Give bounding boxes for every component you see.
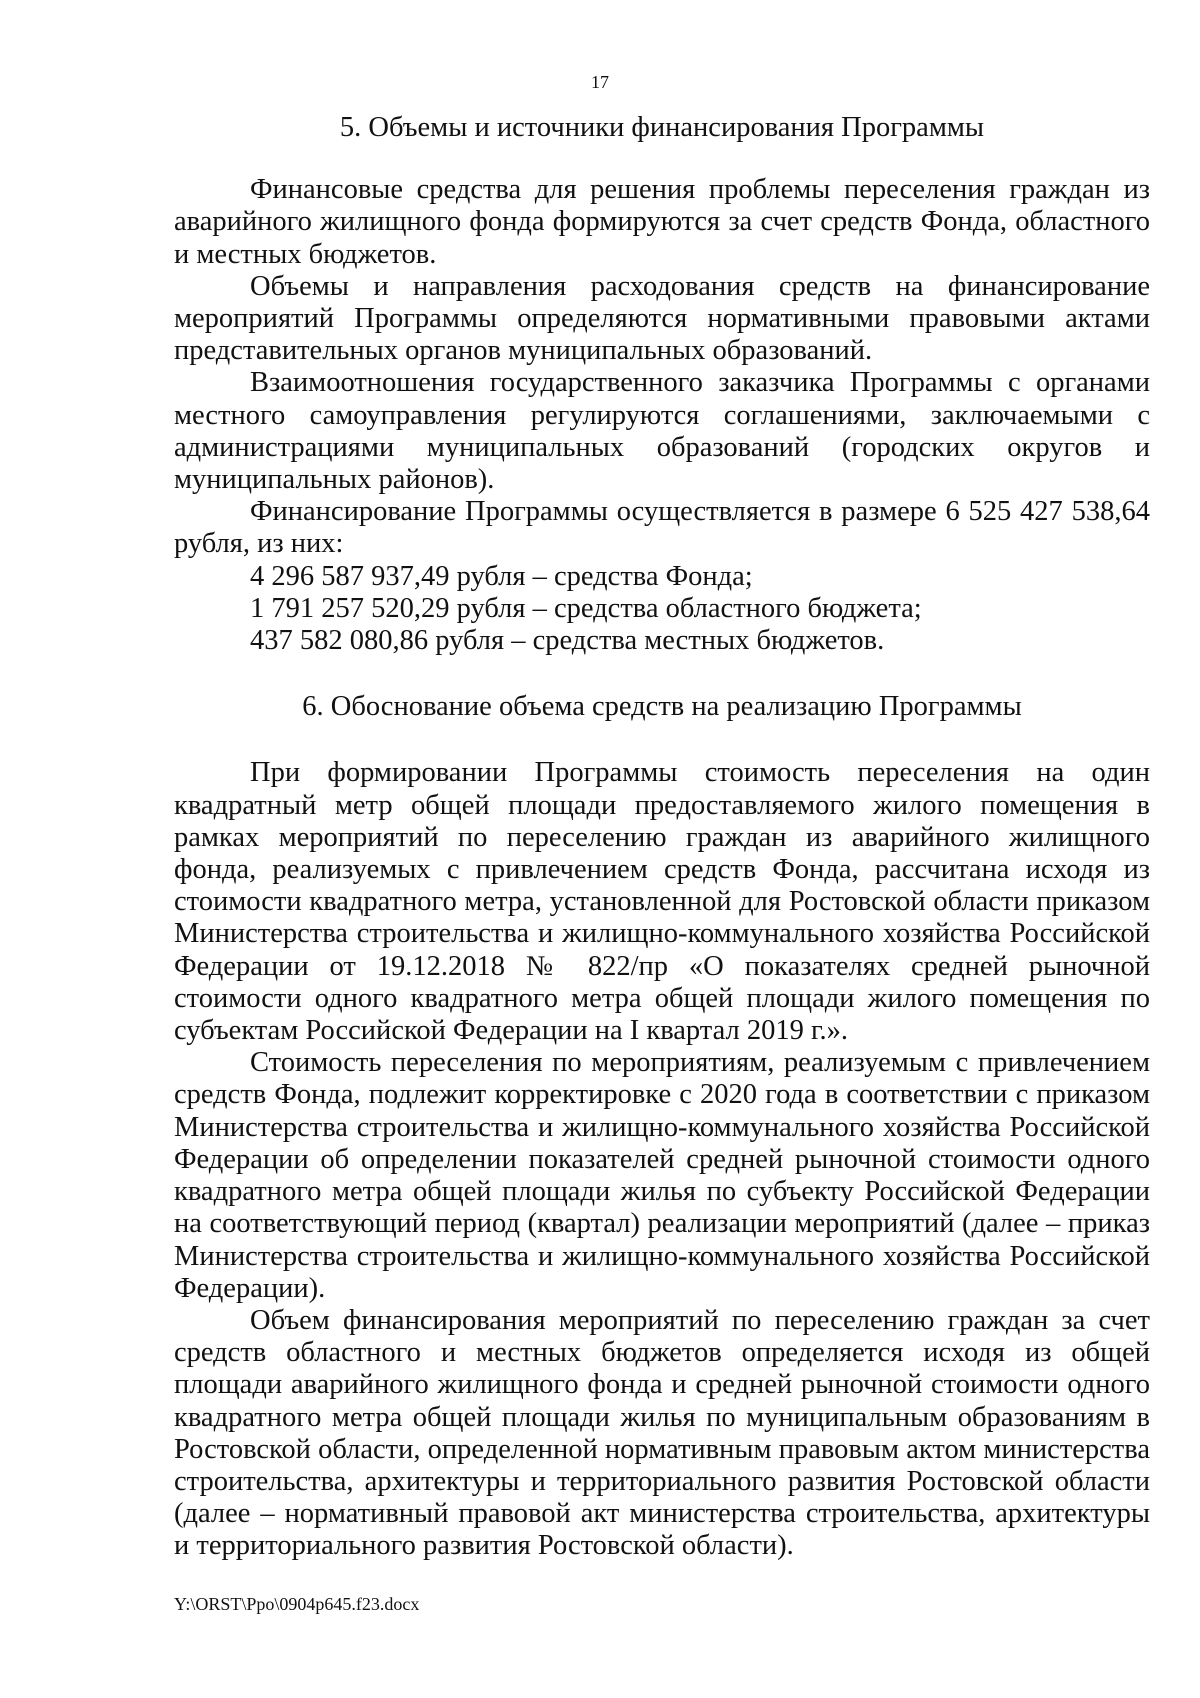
section-5-title: 5. Объемы и источники финансирования Программы — [339, 112, 985, 143]
paragraph: Взаимоотношения государственного заказчика Программы с органами местного самоуправления регулируются соглашениями, заключаемыми с администрациями муниципальных образований (городских округов и муниципальных районов). — [174, 367, 1150, 496]
page-number: 17 — [591, 72, 609, 92]
paragraph: Финансовые средства для решения проблемы переселения граждан из аварийного жилищного фонда формируются за счет средств Фонда, областного и местных бюджетов. — [174, 174, 1150, 270]
paragraph: Финансирование Программы осуществляется в размере 6 525 427 538,64 рубля, из них: — [174, 496, 1150, 560]
file-path-footer: Y:\ORST\Ppo\0904p645.f23.docx — [174, 1594, 420, 1614]
section-6-title: 6. Обоснование объема средств на реализацию Программы — [302, 691, 1022, 723]
funding-item: 437 582 080,86 рубля – средства местных бюджетов. — [250, 625, 885, 657]
funding-item: 4 296 587 937,49 рубля – средства Фонда; — [250, 560, 753, 592]
paragraph: Объемы и направления расходования средств на финансирование мероприятий Программы определяются нормативными правовыми актами представительных органов муниципальных образований. — [174, 270, 1150, 367]
page-content — [174, 112, 1150, 1563]
paragraph: Стоимость переселения по мероприятиям, реализуемым с привлечением средств Фонда, подлежит корректировке с 2020 года в соответствии с приказом Министерства строительства и жилищно-коммунального хозяйства Российской Федерации об определении показателей средней рыночной стоимости одного квадратного метра общей площади жилья по субъекту Российской Федерации на соответствующий период (квартал) реализации мероприятий (далее – приказ Министерства строительства и жилищно-коммунального хозяйства Российской Федерации). — [174, 1047, 1150, 1304]
funding-item: 1 791 257 520,29 рубля – средства областного бюджета; — [250, 592, 922, 624]
paragraph: При формировании Программы стоимость переселения на один квадратный метр общей площади предоставляемого жилого помещения в рамках мероприятий по переселению граждан из аварийного жилищного фонда, реализуемых с привлечением средств Фонда, рассчитана исходя из стоимости квадратного метра, установленной для Ростовской области приказом Министерства строительства и жилищно-коммунального хозяйства Российской Федерации от 19.12.2018 № 822/пр «О показателях средней рыночной стоимости одного квадратного метра общей площади жилого помещения по субъектам Российской Федерации на I квартал 2019 г.». — [174, 757, 1150, 1047]
paragraph: Объем финансирования мероприятий по переселению граждан за счет средств областного и местных бюджетов определяется исходя из общей площади аварийного жилищного фонда и средней рыночной стоимости одного квадратного метра общей площади жилья по муниципальным образованиям в Ростовской области, определенной нормативным правовым актом министерства строительства, архитектуры и территориального развития Ростовской области (далее – нормативный правовой акт министерства строительства, архитектуры и территориального развития Ростовской области). — [174, 1304, 1150, 1562]
